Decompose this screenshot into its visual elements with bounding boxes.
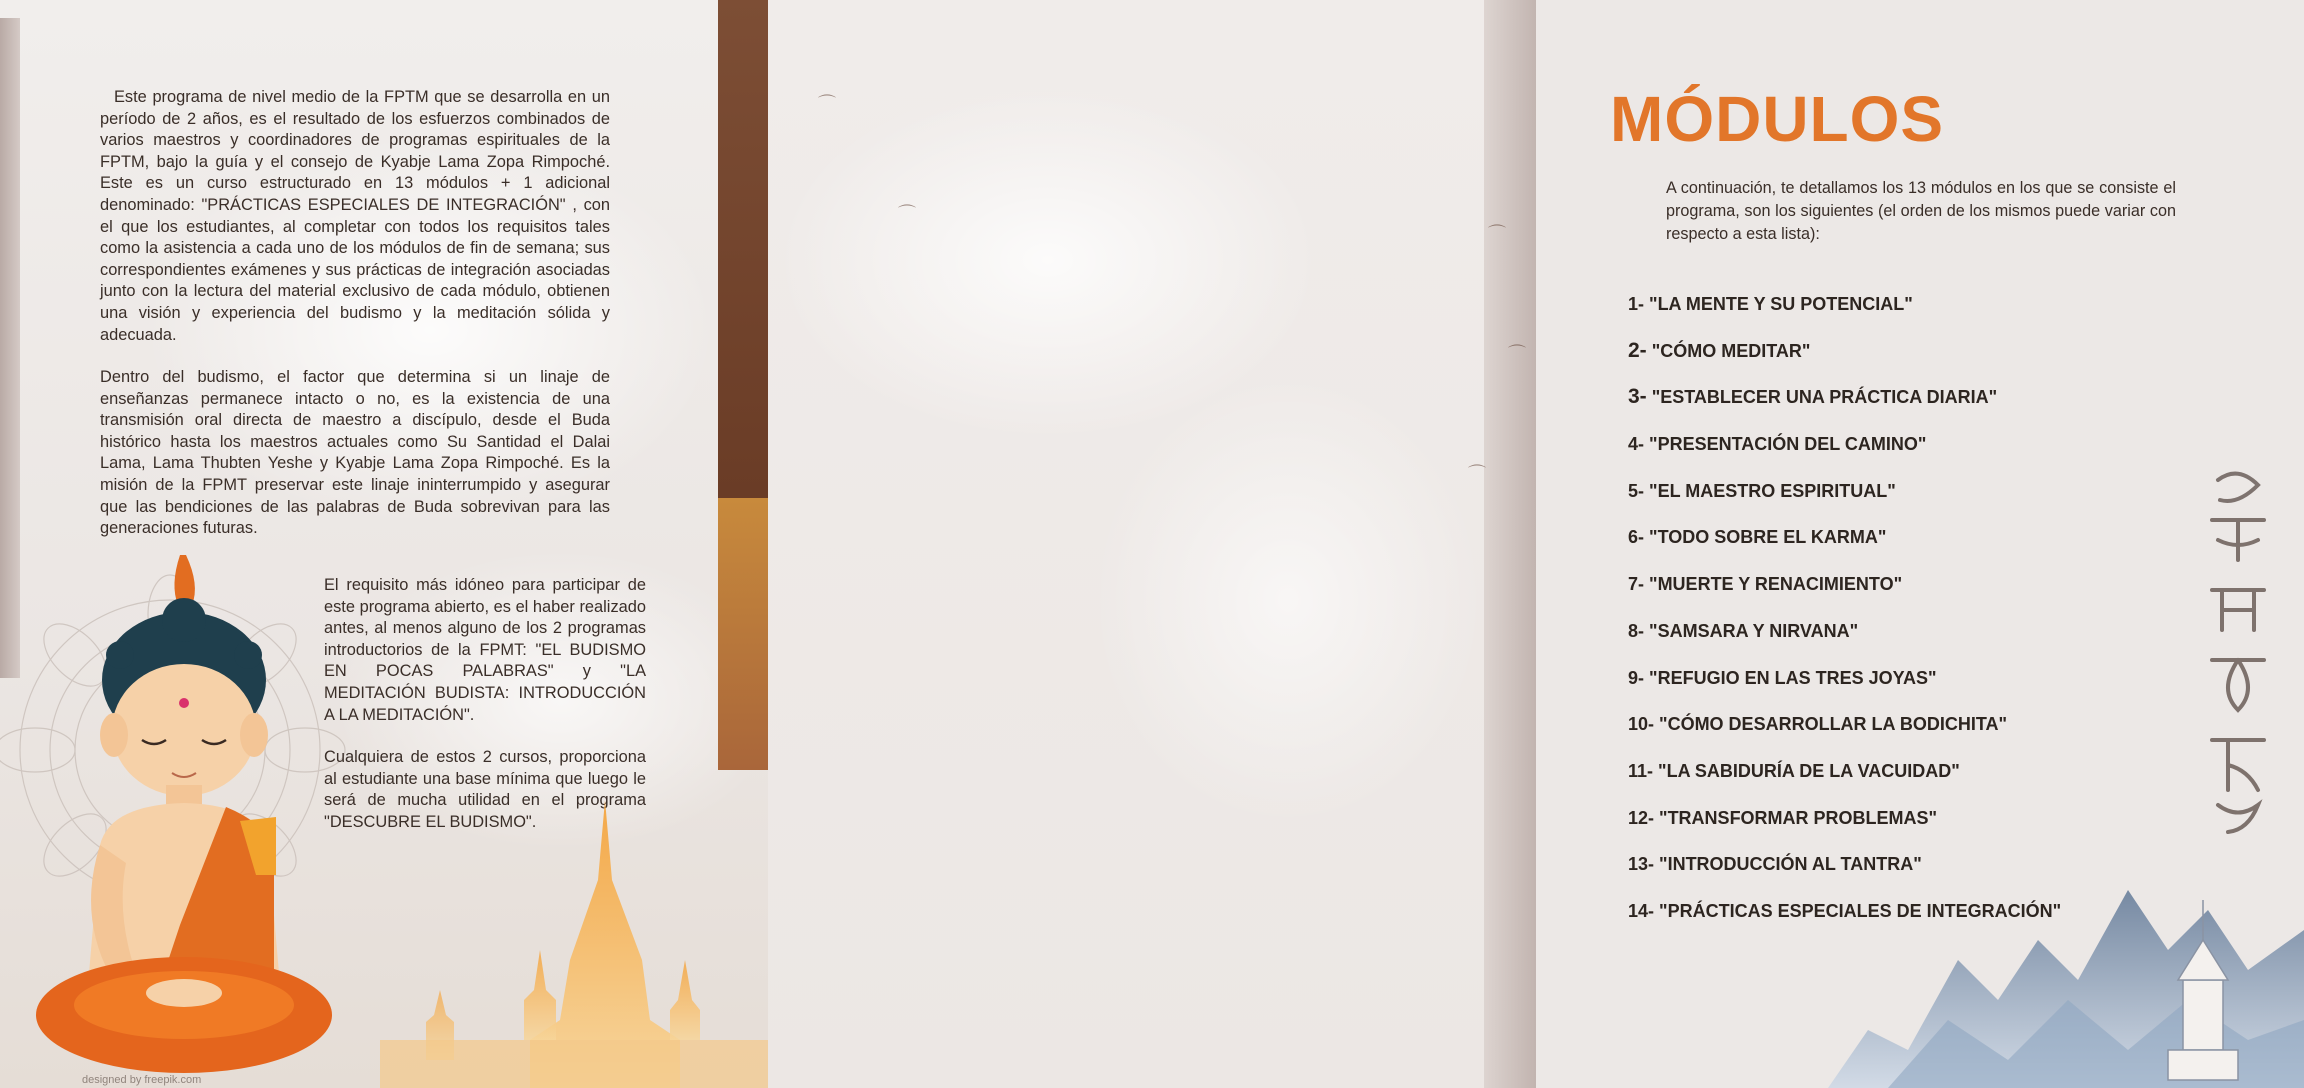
credit-text: designed by freepik.com [82,1074,202,1086]
module-number: 6- [1628,527,1645,548]
module-label: "CÓMO DESARROLLAR LA BODICHITA" [1659,714,2008,735]
right-edge-bar [1484,0,1536,1088]
list-item [1628,757,2148,804]
list-item [1628,290,2148,337]
module-label: "CÓMO MEDITAR" [1651,340,1811,361]
module-label: "EL MAESTRO ESPIRITUAL" [1649,480,1896,501]
module-label: "INTRODUCCIÓN AL TANTRA" [1659,854,1922,875]
list-item [1628,570,2148,617]
requirement-paragraph: El requisito más idóneo para participar de este programa abierto, es el haber realizado antes, al menos alguno de los 2 programas introductorios de la FPMT: "EL BUDISMO EN POCAS PALABRAS" y "LA MEDITACIÓN BUDISTA: INTRODUCCIÓN A LA MEDITACIÓN". [324,576,646,724]
module-number: 7- [1628,574,1645,595]
modules-list [1628,290,2148,944]
list-item [1628,337,2148,384]
list-item [1628,710,2148,757]
module-label: "ESTABLECER UNA PRÁCTICA DIARIA" [1651,387,1998,408]
module-number: 2- [1628,338,1647,362]
module-number: 10- [1628,714,1655,735]
module-number: 5- [1628,480,1645,501]
module-label: "REFUGIO EN LAS TRES JOYAS" [1649,667,1937,688]
flying-bird-icon: ⌒ [1468,464,1486,485]
flying-bird-icon: ⌒ [818,94,836,115]
left-page [0,0,768,1088]
list-item [1628,804,2148,851]
module-label: "LA SABIDURÍA DE LA VACUIDAD" [1658,760,1960,781]
list-item [1628,664,2148,711]
lineage-paragraph: Dentro del budismo, el factor que determina si un linaje de enseñanzas permanece intacto o no, es la existencia de una transmisión oral directa de maestro a discípulo, desde el Buda histórico hasta los maestros actuales como Su Santidad el Dalai Lama, Lama Thubten Yeshe y Kyabje Lama Zopa Rimpoché. Es la misión de la FPMT preservar este linaje ininterrumpido y asegurar que las bendiciones de las palabras de Buda sobrevivan para las generaciones futuras. [100,368,610,538]
list-item [1628,850,2148,897]
courses-paragraph: Cualquiera de estos 2 cursos, proporciona al estudiante una base mínima que luego le será de mucha utilidad en el programa "DESCUBRE EL BUDISMO". [324,748,646,831]
module-number: 14- [1628,900,1655,921]
module-number: 9- [1628,667,1645,688]
module-label: "SAMSARA Y NIRVANA" [1649,620,1859,641]
module-label: "PRÁCTICAS ESPECIALES DE INTEGRACIÓN" [1659,900,2062,921]
module-number: 8- [1628,620,1645,641]
module-number: 4- [1628,434,1645,455]
list-item [1628,617,2148,664]
buddha-illustration [30,545,360,1085]
list-item [1628,430,2148,477]
sanskrit-mantra-calligraphy [2198,460,2278,840]
module-label: "TODO SOBRE EL KARMA" [1649,527,1887,548]
flying-bird-icon: ⌒ [1508,344,1526,365]
module-number: 3- [1628,385,1647,409]
flying-bird-icon: ⌒ [1488,224,1506,245]
list-item [1628,383,2148,430]
list-item [1628,523,2148,570]
list-item [1628,477,2148,524]
intro-paragraph: Este programa de nivel medio de la FPTM que se desarrolla en un período de 2 años, es el resultado de los esfuerzos combinados de varios maestros y coordinadores de programas espirituales de la FPTM, bajo la guía y el consejo de Kyabje Lama Zopa Rimpoché. Este es un curso estructurado en 13 módulos + 1 adicional denominado: "PRÁCTICAS ESPECIALES DE INTEGRACIÓN" , con el que los estudiantes, al completar con todos los requisitos tales como la asistencia a cada uno de los módulos de fin de semana; sus correspondientes exámenes y sus prácticas de integración asociadas junto con la lectura del material exclusivo de cada módulo, obtienen una visión y experiencia del budismo y la meditación sólida y adecuada. [100,88,610,344]
list-item [1628,897,2148,944]
module-label: "LA MENTE Y SU POTENCIAL" [1649,294,1913,314]
modules-intro: A continuación, te detallamos los 13 módulos en los que se consiste el programa, son los siguientes (el orden de los mismos puede variar con respecto a esta lista): [1666,179,2176,243]
module-number: 11- [1628,760,1654,781]
right-page [768,0,2176,1088]
module-label: "TRANSFORMAR PROBLEMAS" [1659,807,1938,828]
module-label: "PRESENTACIÓN DEL CAMINO" [1649,434,1927,455]
module-label: "MUERTE Y RENACIMIENTO" [1649,574,1903,595]
module-number: 12- [1628,807,1655,828]
module-number: 1- [1628,294,1645,314]
page-title: MÓDULOS [1610,83,1945,155]
module-number: 13- [1628,854,1655,875]
flying-bird-icon: ⌒ [898,204,916,225]
temple-silhouette [380,800,780,1088]
